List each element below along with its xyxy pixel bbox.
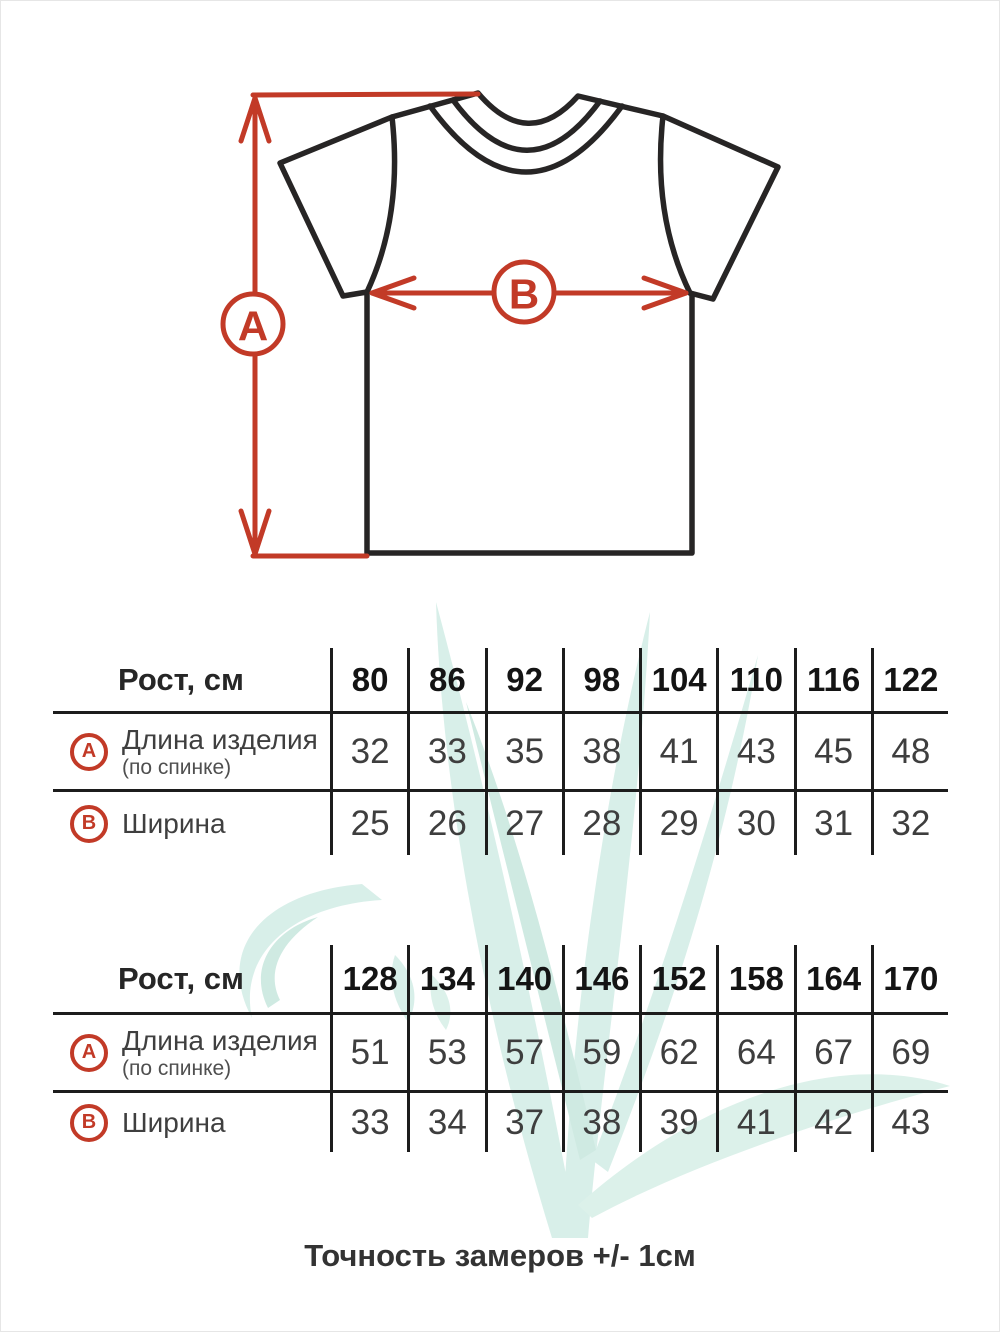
length-value-cell: 32 (330, 711, 407, 789)
measure-letter-b: B (508, 270, 540, 318)
length-value-cell: 67 (794, 1012, 871, 1090)
length-sublabel: (по спинке) (122, 1056, 232, 1080)
height-col-header: 122 (871, 648, 948, 711)
width-value-cell: 27 (485, 789, 562, 855)
measure-badge-b (494, 262, 554, 322)
height-col-header: 116 (794, 648, 871, 711)
length-value-cell: 64 (716, 1012, 793, 1090)
length-value-cell: 69 (871, 1012, 948, 1090)
height-col-header: 92 (485, 648, 562, 711)
height-col-header: 128 (330, 945, 407, 1012)
width-value-cell: 28 (562, 789, 639, 855)
width-value-cell: 38 (562, 1090, 639, 1152)
width-value-cell: 32 (871, 789, 948, 855)
length-row-header (53, 711, 330, 789)
length-value-cell: 62 (639, 1012, 716, 1090)
length-value-cell: 41 (639, 711, 716, 789)
width-value-cell: 34 (407, 1090, 484, 1152)
measure-badge-a (223, 294, 283, 354)
height-col-header: 140 (485, 945, 562, 1012)
accuracy-note: Точность замеров +/- 1см (304, 1238, 696, 1273)
length-label: Длина изделия (122, 723, 318, 755)
length-value-cell: 38 (562, 711, 639, 789)
width-row-header (53, 789, 330, 855)
height-row-label: Рост, см (118, 960, 244, 996)
height-col-header: 134 (407, 945, 484, 1012)
height-col-header: 164 (794, 945, 871, 1012)
width-row-header (53, 1090, 330, 1152)
height-col-header: 110 (716, 648, 793, 711)
length-value-cell: 33 (407, 711, 484, 789)
measure-letter-a: A (237, 302, 269, 350)
width-label: Ширина (122, 807, 226, 839)
height-col-header: 158 (716, 945, 793, 1012)
width-value-cell: 29 (639, 789, 716, 855)
height-col-header: 104 (639, 648, 716, 711)
width-value-cell: 31 (794, 789, 871, 855)
height-col-header: 86 (407, 648, 484, 711)
measure-b-badge: B (70, 805, 108, 843)
height-col-header: 170 (871, 945, 948, 1012)
tshirt-measure-diagram (0, 0, 1000, 600)
width-value-cell: 26 (407, 789, 484, 855)
length-row-labels (122, 1025, 318, 1081)
height-col-header: 146 (562, 945, 639, 1012)
width-row-labels (122, 808, 226, 840)
length-sublabel: (по спинке) (122, 755, 232, 779)
length-value-cell: 48 (871, 711, 948, 789)
length-row-header (53, 1012, 330, 1090)
size-table-2 (53, 945, 948, 1152)
size-table-1 (53, 648, 948, 855)
length-value-cell: 45 (794, 711, 871, 789)
width-value-cell: 42 (794, 1090, 871, 1152)
armhole-seam-right (661, 116, 690, 293)
length-label: Длина изделия (122, 1024, 318, 1056)
height-col-header: 80 (330, 648, 407, 711)
height-row-label: Рост, см (118, 661, 244, 697)
length-value-cell: 51 (330, 1012, 407, 1090)
width-value-cell: 39 (639, 1090, 716, 1152)
length-value-cell: 43 (716, 711, 793, 789)
width-value-cell: 41 (716, 1090, 793, 1152)
width-value-cell: 43 (871, 1090, 948, 1152)
height-col-header: 98 (562, 648, 639, 711)
width-value-cell: 33 (330, 1090, 407, 1152)
collar-band-outer-arc (430, 106, 622, 172)
width-value-cell: 30 (716, 789, 793, 855)
measure-b-badge: B (70, 1104, 108, 1142)
width-label: Ширина (122, 1106, 226, 1138)
length-value-cell: 57 (485, 1012, 562, 1090)
armhole-seam-left (367, 117, 395, 292)
measure-a-badge: A (70, 1034, 108, 1072)
length-row-labels (122, 724, 318, 780)
measure-a-badge: A (70, 733, 108, 771)
length-value-cell: 35 (485, 711, 562, 789)
length-value-cell: 59 (562, 1012, 639, 1090)
width-row-labels (122, 1107, 226, 1139)
width-value-cell: 25 (330, 789, 407, 855)
length-value-cell: 53 (407, 1012, 484, 1090)
width-value-cell: 37 (485, 1090, 562, 1152)
height-col-header: 152 (639, 945, 716, 1012)
